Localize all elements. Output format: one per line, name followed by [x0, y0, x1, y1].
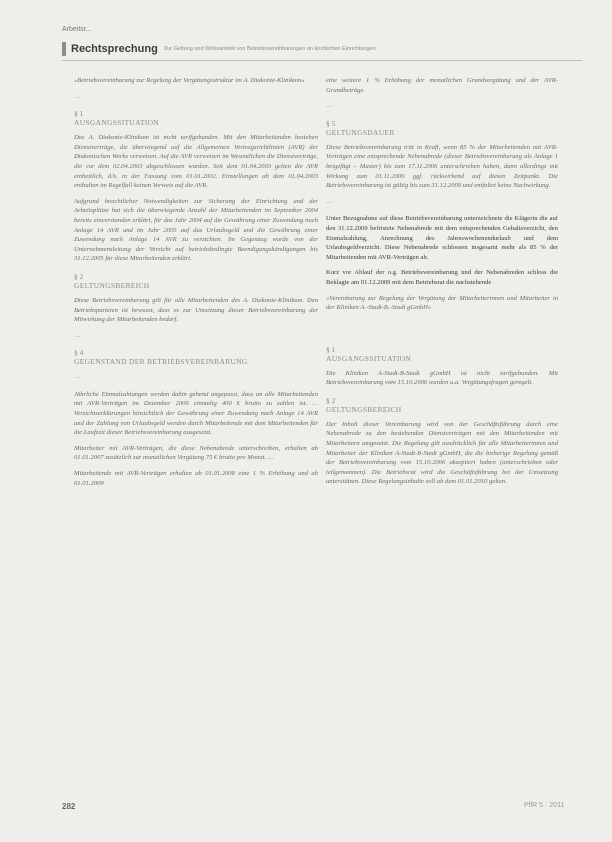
section-heading: GELTUNGSBEREICH [326, 404, 402, 414]
header-divider [62, 60, 582, 61]
ellipsis: … [326, 197, 333, 205]
paragraph: Jährliche Einmalzahlungen werden dahin gehend angepasst, dass an alle Mitarbeitenden mit AVR-Verträgen im Dezember 2006 einmalig 400 € brutto zu zahlen ist. … Verzichtserklärungen hinsichtlich der Gewährung einer Zuwendung nach Anlage 14 AVR und der Zahlung von Urlaubsgeld werden durch Mitarbeitende mit dem Mitarbeitenden für die Laufzeit dieser Betriebsvereinbarung ausgesetzt. [74, 390, 318, 437]
paragraph: Diese Betriebsvereinbarung tritt in Kraft, wenn 85 % der Mitarbeitenden mit AVR-Verträgen eine entsprechende Nebenabrede (dieser Betriebsvereinbarung als Anlage 1 beigefügt – Muster) bis zum 17.11.2006 unterschrieben haben, dann allerdings mit Wirkung zum 01.11.2006 ggf. rückwirkend auf diesen Zeitpunkt. Die Betriebsvereinbarung ist gültig bis zum 31.12.2009 und entfaltet keine Nachwirkung. [326, 143, 558, 190]
section-heading: GELTUNGSBEREICH [74, 280, 150, 290]
page-number: 282 [62, 802, 76, 811]
paragraph: eine weitere 1 % Erhöhung der monatlichen Grundvergütung und der AVR-Grundbeträge. [326, 77, 558, 94]
ellipsis: … [74, 373, 81, 381]
paragraph: Aufgrund beachtlicher Notwendigkeiten zur Sicherung der Einrichtung und der Arbeitsplätze hat sich die überwiegende Anzahl der Mitarbeitenden im September 2004 bereits einverstanden erklärt, für das Jahr 2004 auf die Gewährung einer Zuwendung nach Anlage 14 AVR und im Jahr 2005 auf das Urlaubsgeld und die Gewährung einer Zuwendung nach Anlage 14 AVR zu verzichten. Im Gegenzug wurde von der Unternehmensleitung der Verzicht auf betriebsbedingte Beendigungskündigungen bis 31.12.2005 für diese Mitarbeitenden erklärt. [74, 197, 318, 263]
section-number: § 2 [326, 395, 336, 405]
section-heading: AUSGANGSSITUATION [74, 118, 160, 128]
section-number: § 1 [74, 109, 84, 119]
ellipsis: … [74, 92, 81, 100]
section-number: § 5 [326, 118, 336, 128]
section-number: § 4 [74, 348, 84, 358]
left-column [74, 76, 318, 494]
issue-label: PflR 5 · 2011 [524, 802, 565, 809]
ellipsis: … [326, 102, 333, 110]
paragraph: Kurz vor Ablauf der o.g. Betriebsvereinbarung und der Nebenabreden schloss die Beklagte am 01.12.2009 mit dem Betriebsrat die nachstehende [326, 269, 558, 286]
paragraph: Mitarbeitende mit AVR-Verträgen erhalten ab 01.01.2008 eine 1 % Erhöhung und ab 01.01.2009 [74, 470, 318, 487]
agreement-title: »Betriebsvereinbarung zur Regelung der Vergütungsstruktur im A. Diakonie-Klinikum« [74, 77, 305, 84]
header-title: Rechtsprechung [71, 43, 158, 55]
paragraph: Die Kliniken A-Stadt-B-Stadt gGmbH ist nicht tarifgebunden. Mit Betriebsvereinbarung vom 15.10.2006 wurden u.a. Vergütungsfragen geregelt. [326, 369, 558, 387]
section-number: § 2 [74, 271, 84, 281]
section-heading: GEGENSTAND DER BETRIEBSVEREINBARUNG [74, 357, 248, 367]
paragraph: Das A. Diakonie-Klinikum ist nicht tarifgebunden. Mit den Mitarbeitenden bestehen Dienstverträge, die überwiegend auf die Allgemeinen Vertragsrichtlinien (AVR) der Diakonischen Werks verweisen. Auf die AVR verweisen im Wesentlichen die Dienstverträge, die vor dem 02.04.2003 abgeschlossen wurden. Seit dem 01.04.2003 gelten die AVR einheitlich, d.h. in der Fassung vom 01.01.2002. Einstellungen ab dem 01.04.2003 enthalten im Regelfall keinen Verweis auf die AVR. [74, 134, 318, 190]
section-heading: GELTUNGSDAUER [326, 127, 395, 137]
paragraph: Diese Betriebsvereinbarung gilt für alle Mitarbeitenden des A. Diakonie-Klinikum. Den Betriebsparteien ist bewusst, dass es zur Umsetzung dieser Betriebsvereinbarung der Mitwirkung der Mitarbeitenden bedarf. [74, 296, 318, 324]
header-marker [62, 42, 66, 56]
section-number: § 1 [326, 344, 336, 354]
section-kicker: Arbeitsr... [62, 26, 92, 33]
agreement-title: »Vereinbarung zur Regelung der Vergütung der Mitarbeiterinnen und Mitarbeiter in der Kliniken A.-Stadt-B.-Stadt gGmbH« [326, 294, 558, 312]
header-subtitle: Zur Geltung und Wirksamkeit von Betriebsvereinbarungen an kirchlichen Einrichtungen [163, 46, 376, 52]
spacer [326, 319, 558, 337]
running-header [62, 42, 582, 56]
paragraph: Der Inhalt dieser Vereinbarung wird von der Geschäftsführung durch eine Nebenabrede zu den bestehenden Dienstverträgen mit den Mitarbeitenden mit Mitarbeitern umgesetzt. Die Regelung gilt ausdrücklich für alle Mitarbeiterinnen und Mitarbeiter der Kliniken A-Stadt-B-Stadt gGmbH, die die bisherige Regelung gemäß der Betriebsvereinbarung vom 15.10.2006 akzeptiert haben (unterschrieben oder teilgenommen). Die Betriebsrat wird die Geschäftsführung bei der Umsetzung unterstützen. Diese Regelungsinhalte soll ab dem 01.01.2010 gelten. [326, 420, 558, 486]
paragraph: Mitarbeiter mit AVR-Verträgen, die diese Nebenabrede unterschreiben, erhalten ab 01.01.2007 zusätzlich zur monatlichen Vergütung 75 € brutto pro Monat. … [74, 444, 318, 462]
paragraph: Unter Bezugnahme auf diese Betriebsvereinbarung unterzeichnete die Klägerin die auf den 31.12.2009 befristete Nebenabrede mit dem entsprechenden Gehaltsverzicht, den Einmalzahlung, Anrechnung des Jahreswochenendurlaub und dem Urlaubsgeldverzicht. Diese Nebenabrede schlossen insgesamt mehr als 85 % der Mitarbeitenden mit AVR-Verträgen ab. [326, 215, 558, 261]
right-column [326, 76, 558, 493]
ellipsis: … [74, 331, 81, 339]
section-heading: AUSGANGSSITUATION [326, 353, 412, 363]
